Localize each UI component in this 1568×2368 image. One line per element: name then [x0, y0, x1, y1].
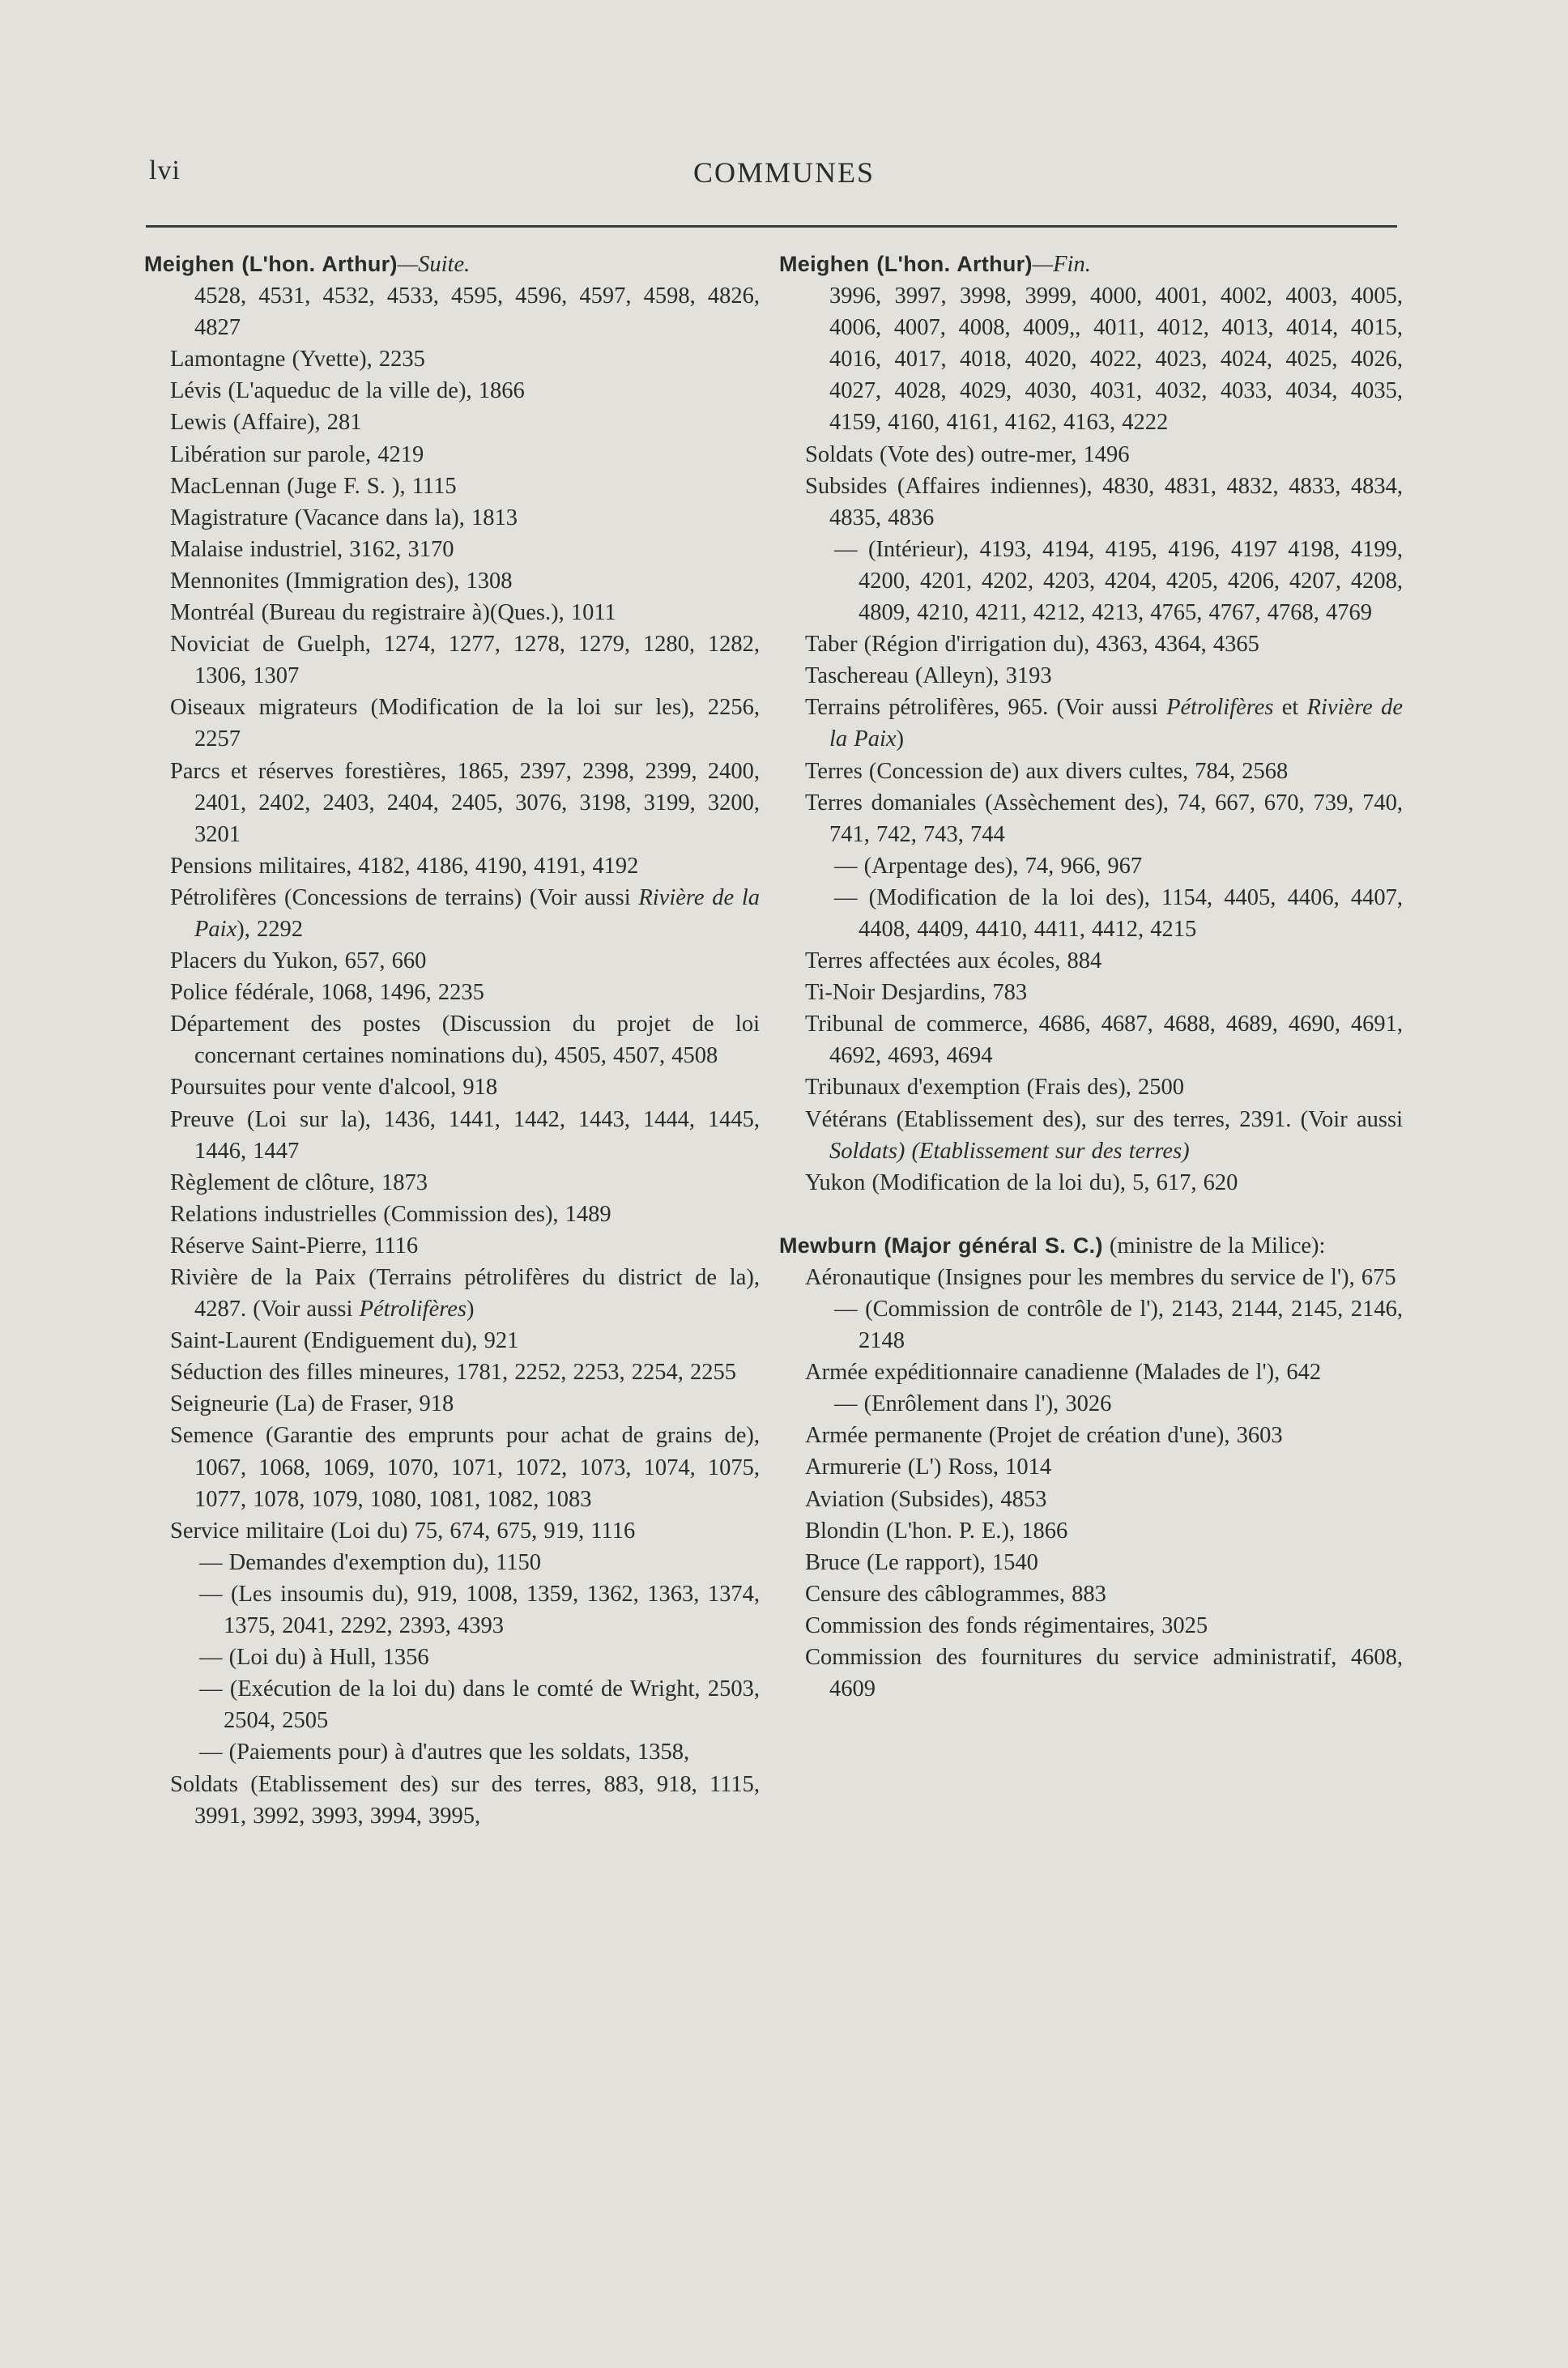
- index-entry: MacLennan (Juge F. S. ), 1115: [170, 473, 457, 499]
- entry-text: et: [1273, 695, 1307, 721]
- index-entry: Police fédérale, 1068, 1496, 2235: [170, 980, 484, 1006]
- index-subentry: — (Arpentage des), 74, 966, 967: [834, 853, 1143, 879]
- cross-reference: Rivière de la Paix: [194, 884, 760, 942]
- index-entry: Département des postes (Discussion du projet de loi concernant certaines nominations du), 4505, 4507, 4508: [170, 1012, 760, 1069]
- index-entry: Parcs et réserves forestières, 1865, 2397, 2398, 2399, 2400, 2401, 2402, 2403, 2404, 2405, 3076, 3198, 3199, 3200, 3201: [170, 758, 760, 847]
- heading-name: Meighen (L'hon. Arthur): [779, 252, 1033, 276]
- index-entry: [144, 882, 760, 945]
- index-subentry: — (Exécution de la loi du) dans le comté de Wright, 2503, 2504, 2505: [199, 1676, 760, 1734]
- index-entry: Poursuites pour vente d'alcool, 918: [170, 1075, 498, 1101]
- index-entry: Blondin (L'hon. P. E.), 1866: [805, 1518, 1068, 1544]
- index-entry: Seigneurie (La) de Fraser, 918: [170, 1391, 454, 1417]
- index-entry: Preuve (Loi sur la), 1436, 1441, 1442, 1443, 1444, 1445, 1446, 1447: [170, 1106, 760, 1164]
- entry-text: ), 2292: [236, 916, 303, 942]
- entry-text: ): [467, 1297, 475, 1322]
- section-gap: [779, 1199, 1403, 1230]
- index-entry: Lévis (L'aqueduc de la ville de), 1866: [170, 378, 525, 404]
- entry-text: Terrains pétrolifères, 965. (Voir aussi: [805, 695, 1167, 721]
- index-heading: [779, 249, 1403, 280]
- index-entry: Terres domaniales (Assèchement des), 74, 667, 670, 739, 740, 741, 742, 743, 744: [805, 790, 1403, 847]
- index-entry: Yukon (Modification de la loi du), 5, 617, 620: [805, 1169, 1238, 1195]
- page-title: COMMUNES: [692, 156, 876, 189]
- index-entry: Semence (Garantie des emprunts pour achat de grains de), 1067, 1068, 1069, 1070, 1071, 1072, 1073, 1074, 1075, 1077, 1078, 1079, 1080, 1081, 1082, 1083: [170, 1423, 760, 1512]
- cross-reference: Pétrolifères: [359, 1297, 467, 1322]
- index-entry: Lamontagne (Yvette), 2235: [170, 347, 425, 373]
- page-number: lvi: [149, 155, 181, 185]
- header-rule: [146, 225, 1397, 228]
- index-entry: Libération sur parole, 4219: [170, 441, 424, 467]
- index-entry: Noviciat de Guelph, 1274, 1277, 1278, 1279, 1280, 1282, 1306, 1307: [170, 632, 760, 689]
- index-entry: 4528, 4531, 4532, 4533, 4595, 4596, 4597, 4598, 4826, 4827: [194, 283, 760, 341]
- index-entry: Saint-Laurent (Endiguement du), 921: [170, 1328, 519, 1354]
- index-entry: Placers du Yukon, 657, 660: [170, 948, 427, 974]
- running-head: [0, 155, 1568, 196]
- index-entry: Aéronautique (Insignes pour les membres du service de l'), 675: [805, 1264, 1396, 1290]
- entry-text: Vétérans (Etablissement des), sur des terres, 2391. (Voir aussi: [805, 1106, 1403, 1132]
- entry-text: ): [896, 726, 905, 752]
- index-entry: Taber (Région d'irrigation du), 4363, 4364, 4365: [805, 632, 1259, 658]
- index-entry: Taschereau (Alleyn), 3193: [805, 663, 1052, 689]
- index-subentry: — (Enrôlement dans l'), 3026: [834, 1391, 1112, 1417]
- heading-continuation: —Fin.: [1032, 252, 1091, 277]
- index-heading: [779, 1230, 1403, 1262]
- index-entry: [144, 1262, 760, 1325]
- index-entry: Lewis (Affaire), 281: [170, 410, 362, 436]
- entry-text: Pétrolifères (Concessions de terrains) (Voir aussi: [170, 884, 639, 910]
- cross-reference: Soldats) (Etablissement sur des terres): [829, 1138, 1190, 1164]
- index-entry: Relations industrielles (Commission des), 1489: [170, 1201, 611, 1227]
- index-entry: Réserve Saint-Pierre, 1116: [170, 1233, 419, 1259]
- cross-reference: Rivière de la Paix: [829, 695, 1403, 752]
- index-entry: Ti-Noir Desjardins, 783: [805, 980, 1028, 1006]
- index-entry: Armurerie (L') Ross, 1014: [805, 1454, 1052, 1480]
- heading-continuation: —Suite.: [397, 252, 471, 277]
- index-entry: Terres (Concession de) aux divers cultes, 784, 2568: [805, 758, 1289, 784]
- index-entry: Tribunal de commerce, 4686, 4687, 4688, 4689, 4690, 4691, 4692, 4693, 4694: [805, 1012, 1403, 1069]
- cross-reference: Pétrolifères: [1166, 695, 1274, 721]
- index-entry: Mennonites (Immigration des), 1308: [170, 568, 513, 594]
- index-entry: 3996, 3997, 3998, 3999, 4000, 4001, 4002, 4003, 4005, 4006, 4007, 4008, 4009,, 4011, 4012, 4013, 4014, 4015, 4016, 4017, 4018, 4020, 4022, 4023, 4024, 4025, 4026, 4027, 4028, 4029, 4030, 4031, 4032, 4033, 4034, 4035, 4159, 4160, 4161, 4162, 4163, 4222: [829, 283, 1403, 436]
- index-entry: Service militaire (Loi du) 75, 674, 675, 919, 1116: [170, 1518, 636, 1544]
- index-entry: Magistrature (Vacance dans la), 1813: [170, 505, 518, 530]
- index-entry: [779, 692, 1403, 755]
- index-entry: Aviation (Subsides), 4853: [805, 1486, 1047, 1512]
- index-subentry: — (Commission de contrôle de l'), 2143, 2144, 2145, 2146, 2148: [834, 1297, 1403, 1354]
- index-entry: Montréal (Bureau du registraire à)(Ques.), 1011: [170, 600, 616, 626]
- index-entry: Séduction des filles mineures, 1781, 2252, 2253, 2254, 2255: [170, 1360, 737, 1386]
- index-subentry: — (Intérieur), 4193, 4194, 4195, 4196, 4197 4198, 4199, 4200, 4201, 4202, 4203, 4204, 4205, 4206, 4207, 4208, 4809, 4210, 4211, 4212, 4213, 4765, 4767, 4768, 4769: [834, 536, 1403, 626]
- index-entry: Armée permanente (Projet de création d'une), 3603: [805, 1423, 1283, 1449]
- index-heading: [144, 249, 760, 280]
- heading-role: (ministre de la Milice):: [1102, 1233, 1326, 1259]
- index-entry: Malaise industriel, 3162, 3170: [170, 536, 454, 562]
- index-subentry: — (Modification de la loi des), 1154, 4405, 4406, 4407, 4408, 4409, 4410, 4411, 4412, 4215: [834, 884, 1403, 942]
- index-entry: Terres affectées aux écoles, 884: [805, 948, 1102, 974]
- index-entry: Censure des câblogrammes, 883: [805, 1581, 1106, 1607]
- left-column: [144, 249, 760, 1832]
- index-entry: Bruce (Le rapport), 1540: [805, 1549, 1038, 1575]
- heading-name: Meighen (L'hon. Arthur): [144, 252, 398, 276]
- index-subentry: — (Paiements pour) à d'autres que les soldats, 1358,: [199, 1740, 690, 1765]
- index-entry: Soldats (Etablissement des) sur des terres, 883, 918, 1115, 3991, 3992, 3993, 3994, 3995,: [170, 1771, 760, 1829]
- index-entry: Subsides (Affaires indiennes), 4830, 4831, 4832, 4833, 4834, 4835, 4836: [805, 473, 1403, 530]
- index-subentry: — (Loi du) à Hull, 1356: [199, 1645, 429, 1671]
- index-entry: Pensions militaires, 4182, 4186, 4190, 4191, 4192: [170, 853, 639, 879]
- index-entry: [779, 1104, 1403, 1167]
- index-entry: Commission des fournitures du service administratif, 4608, 4609: [805, 1645, 1403, 1702]
- index-entry: Règlement de clôture, 1873: [170, 1169, 428, 1195]
- index-subentry: — (Les insoumis du), 919, 1008, 1359, 1362, 1363, 1374, 1375, 2041, 2292, 2393, 4393: [199, 1581, 760, 1639]
- index-entry: Oiseaux migrateurs (Modification de la loi sur les), 2256, 2257: [170, 695, 760, 752]
- right-column: [779, 249, 1403, 1705]
- index-subentry: — Demandes d'exemption du), 1150: [199, 1549, 542, 1575]
- entry-text: Rivière de la Paix (Terrains pétrolifères du district de la), 4287. (Voir aussi: [170, 1265, 760, 1322]
- heading-name: Mewburn (Major général S. C.): [779, 1233, 1103, 1258]
- index-entry: Tribunaux d'exemption (Frais des), 2500: [805, 1075, 1185, 1101]
- index-entry: Armée expéditionnaire canadienne (Malades de l'), 642: [805, 1360, 1322, 1386]
- index-entry: Commission des fonds régimentaires, 3025: [805, 1612, 1208, 1638]
- index-entry: Soldats (Vote des) outre-mer, 1496: [805, 441, 1130, 467]
